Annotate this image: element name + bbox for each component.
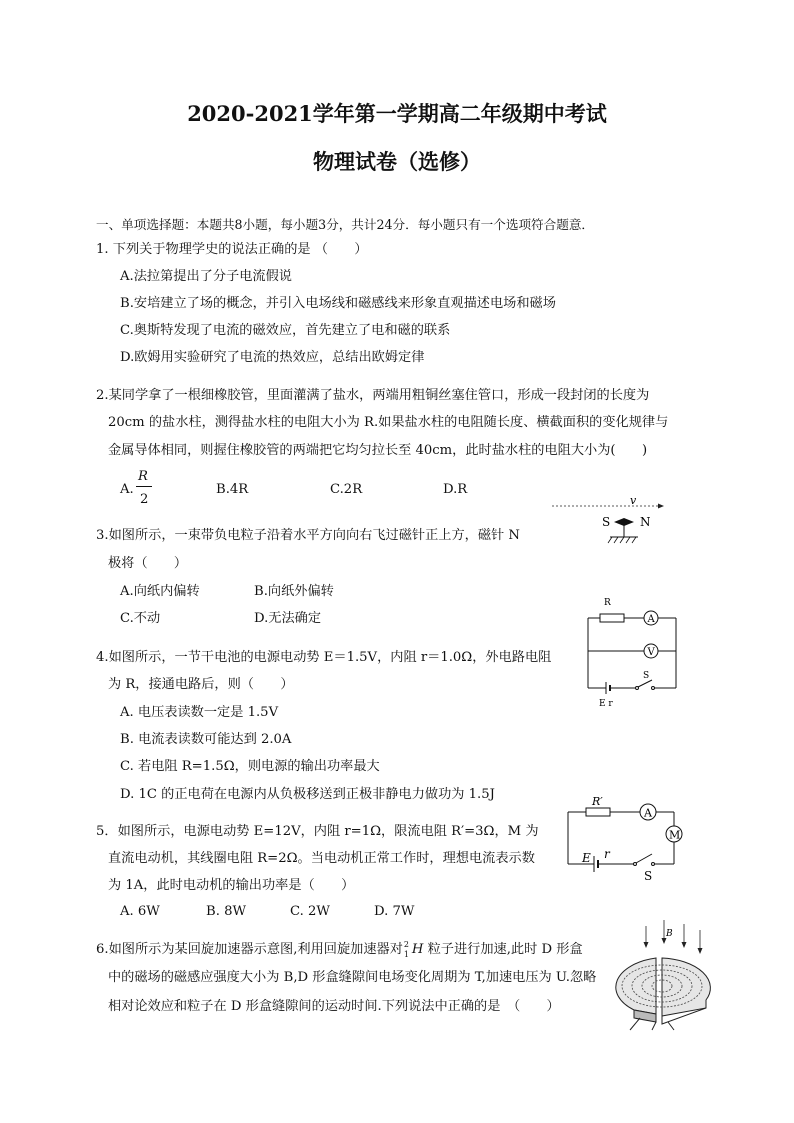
question-4-option-d: D. 1C 的正电荷在电源内从负极移送到正极非静电力做功为 1.5J [120, 787, 495, 802]
figure-q5-circuit [560, 792, 690, 884]
switch-icon [636, 854, 652, 863]
question-6-line-3: 相对论效应和粒子在 D 形盒缝隙间的运动时间.下列说法中正确的是 （ ） [108, 999, 560, 1014]
question-3-option-c: C.不动 [120, 611, 161, 626]
field-b-label: B [666, 929, 673, 939]
d-electrode-right [662, 958, 710, 1016]
question-2-option-a-denominator: 2 [140, 492, 149, 507]
arrow-head-icon [658, 504, 664, 509]
question-3-option-b: B.向纸外偏转 [254, 584, 334, 599]
question-5-line-2: 直流电动机，其线圈电阻 R=2Ω。当电动机正常工作时，理想电流表示数 [108, 851, 535, 866]
switch-label: S [644, 869, 653, 883]
d-electrode-left [616, 958, 656, 1014]
question-6-line-1-start: 6.如图所示为某回旋加速器示意图,利用回旋加速器对 [96, 942, 403, 957]
question-4-line-1: 4.如图所示，一节干电池的电源电动势 E＝1.5V，内阻 r＝1.0Ω，外电路电阻 [96, 650, 552, 665]
question-5-line-1: 5．如图所示，电源电动势 E=12V，内阻 r=1Ω，限流电阻 R′=3Ω，M 为 [96, 824, 539, 839]
voltmeter-label: V [647, 647, 655, 658]
isotope-symbol: H [411, 942, 424, 957]
question-5-option-d: D. 7W [374, 904, 415, 919]
question-4-option-b: B. 电流表读数可能达到 2.0A [120, 732, 292, 747]
question-2-line-3: 金属导体相同，则握住橡胶管的两端把它均匀拉长至 40cm，此时盐水柱的电阻大小为( ) [108, 443, 648, 458]
section-heading: 一、单项选择题：本题共8小题，每小题3分，共计24分．每小题只有一个选项符合题意． [96, 217, 595, 232]
south-pole-label: S [602, 515, 611, 529]
question-3-line-2: 极将（ ） [108, 556, 188, 571]
switch-label: S [643, 671, 650, 681]
velocity-label: v [630, 494, 637, 507]
switch-icon [638, 680, 652, 687]
question-5-option-b: B. 8W [206, 904, 247, 919]
limiting-resistor-label: R′ [592, 795, 603, 808]
question-1-option-d: D.欧姆用实验研究了电流的热效应，总结出欧姆定律 [120, 350, 425, 365]
question-4-option-a: A. 电压表读数一定是 1.5V [120, 705, 279, 720]
question-3-option-d: D.无法确定 [254, 611, 322, 626]
north-pole-label: N [640, 515, 651, 529]
question-1-stem: 1. 下列关于物理学史的说法正确的是 （ ） [96, 242, 368, 257]
question-5-option-a: A. 6W [120, 904, 160, 919]
emf-label: E r [599, 699, 613, 709]
internal-resistance-label: r [604, 847, 610, 861]
fraction-bar [136, 486, 152, 487]
limiting-resistor [586, 808, 610, 816]
question-2-line-1: 2.某同学拿了一根细橡胶管，里面灌满了盐水，两端用粗铜丝塞住管口，形成一段封闭的长度为 [96, 388, 650, 403]
question-6-line-1-end: 粒子进行加速,此时 D 形盒 [423, 942, 583, 957]
exam-subtitle: 物理试卷（选修） [313, 149, 481, 174]
question-1-option-b: B.安培建立了场的概念，并引入电场线和磁感线来形象直观描述电场和磁场 [120, 296, 556, 311]
motor-label: M [669, 828, 681, 842]
question-6-line-2: 中的磁场的磁感应强度大小为 B,D 形盒缝隙间电场变化周期为 T,加速电压为 U.忽略 [108, 970, 597, 985]
emf-label: E [582, 851, 591, 865]
question-4-option-c: C. 若电阻 R=1.5Ω，则电源的输出功率最大 [120, 759, 380, 774]
resistor-r [600, 614, 624, 622]
figure-q6-cyclotron [594, 914, 714, 1032]
question-3-option-a: A.向纸内偏转 [120, 584, 200, 599]
question-6-line-1 [96, 939, 583, 959]
question-2-option-b: B.4R [216, 482, 249, 497]
lead-wire [630, 1018, 640, 1030]
isotope-mass-number: 2 [403, 939, 409, 949]
question-5-option-c: C. 2W [290, 904, 330, 919]
question-4-line-2: 为 R，接通电路后，则（ ） [108, 677, 294, 692]
figure-q4-circuit [580, 594, 690, 712]
question-2-option-d: D.R [443, 482, 468, 497]
question-1-option-c: C.奥斯特发现了电流的磁效应，首先建立了电和磁的联系 [120, 323, 451, 338]
isotope-notation [403, 939, 412, 959]
question-2-option-a-numerator: R [138, 469, 148, 484]
question-2-option-c: C.2R [330, 482, 363, 497]
ammeter-label: A [647, 614, 655, 625]
exam-title: 2020-2021学年第一学期高二年级期中考试 [187, 101, 607, 126]
question-2-option-a-label: A. [120, 482, 134, 497]
isotope-atomic-number: 1 [403, 949, 409, 959]
question-2-line-2: 20cm 的盐水柱，测得盐水柱的电阻大小为 R.如果盐水柱的电阻随长度、横截面积的变化规律与 [108, 415, 669, 430]
question-5-line-3: 为 1A，此时电动机的输出功率是（ ） [108, 878, 355, 893]
resistor-r-label: R [604, 598, 611, 608]
question-3-line-1: 3.如图所示，一束带负电粒子沿着水平方向向右飞过磁针正上方，磁针 N [96, 528, 520, 543]
question-1-option-a: A.法拉第提出了分子电流假说 [120, 269, 292, 284]
ammeter-label: A [644, 806, 652, 820]
figure-q3-compass [550, 494, 670, 554]
